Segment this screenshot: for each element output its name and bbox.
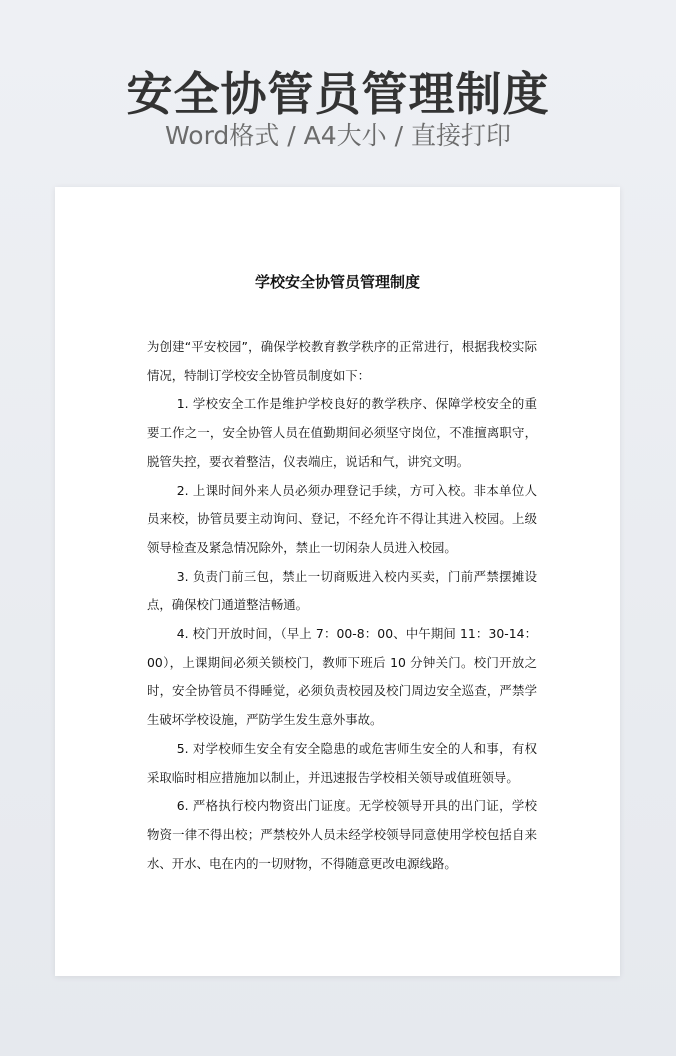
document-title: 学校安全协管员管理制度: [254, 273, 420, 291]
banner-title: 安全协管员管理制度: [126, 67, 550, 121]
document-item-2: 2. 上课时间外来人员必须办理登记手续，方可入校。非本单位人员来校，协管员要主动询问、登记，不经允许不得让其进入校园。上级领导检查及紧急情况除外，禁止一切闲杂人员进入校园。: [147, 482, 537, 555]
document-body: [147, 333, 537, 878]
document-page: [55, 187, 620, 976]
document-item-5: 5. 对学校师生安全有安全隐患的或危害师生安全的人和事，有权采取临时相应措施加以制止，并迅速报告学校相关领导或值班领导。: [147, 740, 537, 785]
document-item-3: 3. 负责门前三包，禁止一切商贩进入校内买卖，门前严禁摆摊设点，确保校门通道整洁畅通。: [147, 568, 537, 613]
document-item-1: 1. 学校安全工作是维护学校良好的教学秩序、保障学校安全的重要工作之一，安全协管人员在值勤期间必须坚守岗位，不准擅离职守，脱管失控，要衣着整洁，仪表端庄，说话和气，讲究文明。: [147, 396, 537, 469]
document-item-6: 6. 严格执行校内物资出门证度。无学校领导开具的出门证，学校物资一律不得出校；严禁校外人员未经学校领导同意使用学校包括自来水、开水、电在内的一切财物，不得随意更改电源线路。: [147, 798, 537, 871]
document-item-4: 4. 校门开放时间，（早上 7：00-8：00、中午期间 11：30-14：00），上课期间必须关锁校门，教师下班后 10 分钟关门。校门开放之时，安全协管员不得睡觉，必须负责校园及校门周边安全巡查，严禁学生破坏学校设施，严防学生发生意外事故。: [147, 626, 537, 728]
document-intro: 为创建“平安校园”，确保学校教育教学秩序的正常进行，根据我校实际情况，特制订学校安全协管员制度如下：: [147, 339, 537, 383]
banner-subtitle: Word格式 / A4大小 / 直接打印: [165, 121, 511, 150]
